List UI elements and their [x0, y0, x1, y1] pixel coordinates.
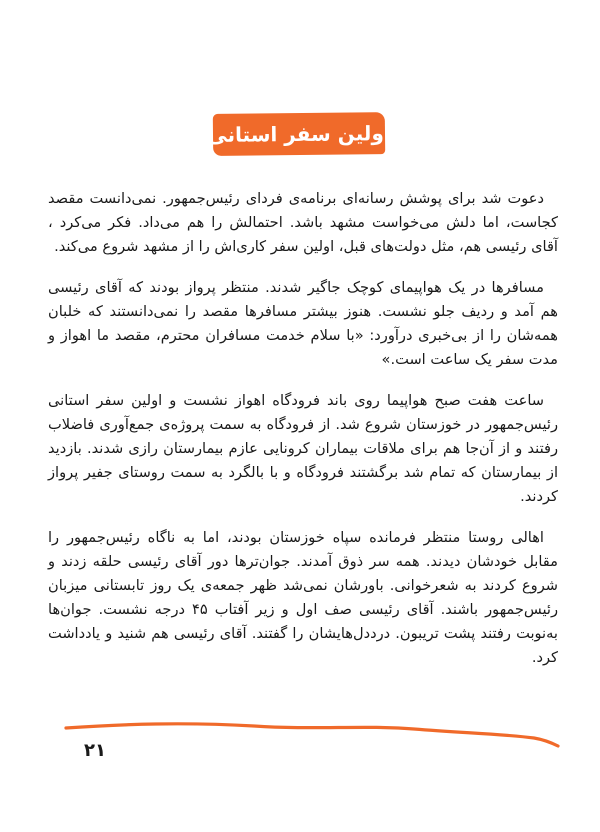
- chapter-body: [48, 187, 558, 687]
- paragraph-4: اهالی روستا منتظر فرمانده سپاه خوزستان بودند، اما به ناگاه رئیس‌جمهور را مقابل خودشان دیدند. همه سر ذوق آمدند. جوان‌ترها دور آقای رئیسی حلقه زدند و شروع کردند به شعرخوانی. باورشان نمی‌شد ظهر جمعه‌ی یک روز تابستانی میزبان رئیس‌جمهور باشند. آقای رئیسی صف اول و زیر آفتاب ۴۵ درجه نشست. جوان‌ها به‌نوبت رفتند پشت تریبون. درددل‌هایشان را گفتند. آقای رئیسی هم شنید و یادداشت کرد.: [48, 529, 558, 666]
- paragraph-3: ساعت هفت صبح هواپیما روی باند فرودگاه اهواز نشست و اولین سفر استانی رئیس‌جمهور در خوزستان شروع شد. از فرودگاه به سمت پروژه‌ی جمع‌آوری فاضلاب رفتند و از آن‌جا هم برای ملاقات بیماران کرونایی عازم بیمارستان رازی شدند. بازدید از بیمارستان که تمام شد برگشتند فرودگاه و با بالگرد به سمت روستای جفیر پرواز کردند.: [48, 392, 558, 505]
- chapter-title-banner: [207, 112, 391, 156]
- paragraph-2: مسافرها در یک هواپیمای کوچک جاگیر شدند. منتظر پرواز بودند که آقای رئیسی هم آمد و ردیف جلو نشست. هنوز بیشتر مسافرها مقصد را نمی‌دانستند که خلبان همه‌شان را از بی‌خبری درآورد: «با سلام خدمت مسافران محترم، مقصد ما اهواز و مدت سفر یک ساعت است.»: [48, 279, 558, 368]
- page-number: ۲۱: [84, 740, 106, 761]
- chapter-title: اولین سفر استانی: [207, 121, 391, 147]
- footer-divider-line: [64, 720, 562, 754]
- paragraph-1: دعوت شد برای پوشش رسانه‌ای برنامه‌ی فردای رئیس‌جمهور. نمی‌دانست مقصد کجاست، اما دلش می‌خواست مشهد باشد. احتمالش را هم می‌داد. فکر می‌کرد ، آقای رئیسی هم، مثل دولت‌های قبل، اولین سفر کاری‌اش را از مشهد شروع می‌کند.: [48, 190, 558, 255]
